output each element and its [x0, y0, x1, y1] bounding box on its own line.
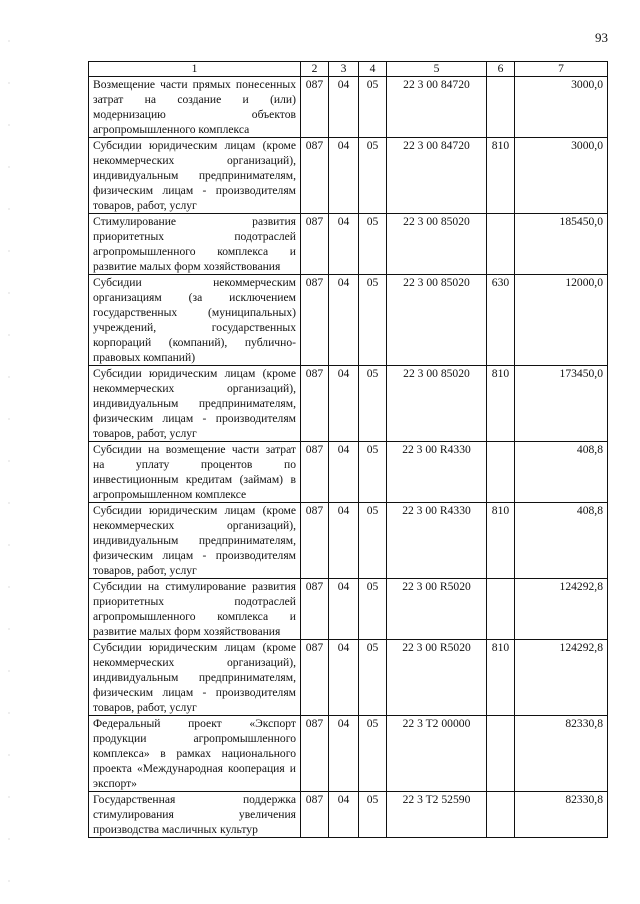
cell-subsection: 05 — [359, 792, 387, 838]
scan-margin-marks — [8, 0, 10, 904]
page-number: 93 — [595, 30, 608, 45]
cell-expense-type: 810 — [487, 503, 515, 579]
cell-section: 04 — [329, 792, 359, 838]
cell-subsection: 05 — [359, 579, 387, 640]
cell-expense-type — [487, 716, 515, 792]
cell-section: 04 — [329, 77, 359, 138]
header-col-name: 1 — [89, 62, 301, 77]
cell-expense-type: 810 — [487, 366, 515, 442]
table-row — [89, 792, 608, 838]
cell-target-article: 22 3 00 R4330 — [387, 503, 487, 579]
header-col-target: 5 — [387, 62, 487, 77]
cell-name: Федеральный проект «Экспорт продукции агропромышленного комплекса» в рамках национального проекта «Международная кооперация и экспорт» — [89, 716, 301, 792]
header-col-subsection: 4 — [359, 62, 387, 77]
cell-gov-code: 087 — [301, 77, 329, 138]
cell-target-article: 22 3 T2 00000 — [387, 716, 487, 792]
cell-target-article: 22 3 00 85020 — [387, 214, 487, 275]
cell-subsection: 05 — [359, 640, 387, 716]
cell-subsection: 05 — [359, 214, 387, 275]
cell-subsection: 05 — [359, 716, 387, 792]
cell-expense-type: 810 — [487, 138, 515, 214]
cell-name: Субсидии юридическим лицам (кроме некоммерческих организаций), индивидуальным предпринимателям, физическим лицам - производителям товаров, работ, услуг — [89, 138, 301, 214]
table-row — [89, 214, 608, 275]
cell-target-article: 22 3 00 85020 — [387, 366, 487, 442]
cell-gov-code: 087 — [301, 366, 329, 442]
cell-section: 04 — [329, 214, 359, 275]
cell-subsection: 05 — [359, 77, 387, 138]
table-row — [89, 77, 608, 138]
cell-target-article: 22 3 00 85020 — [387, 275, 487, 366]
cell-subsection: 05 — [359, 138, 387, 214]
cell-name: Стимулирование развития приоритетных подотраслей агропромышленного комплекса и развитие малых форм хозяйствования — [89, 214, 301, 275]
cell-expense-type — [487, 214, 515, 275]
cell-expense-type — [487, 792, 515, 838]
header-row — [89, 62, 608, 77]
cell-section: 04 — [329, 579, 359, 640]
cell-gov-code: 087 — [301, 716, 329, 792]
table-row — [89, 366, 608, 442]
cell-target-article: 22 3 T2 52590 — [387, 792, 487, 838]
cell-name: Субсидии на возмещение части затрат на уплату процентов по инвестиционным кредитам (займам) в агропромышленном комплексе — [89, 442, 301, 503]
cell-section: 04 — [329, 442, 359, 503]
cell-amount: 82330,8 — [515, 716, 608, 792]
cell-name: Возмещение части прямых понесенных затрат на создание и (или) модернизацию объектов агропромышленного комплекса — [89, 77, 301, 138]
cell-section: 04 — [329, 275, 359, 366]
cell-name: Субсидии юридическим лицам (кроме некоммерческих организаций), индивидуальным предпринимателям, физическим лицам - производителям товаров, работ, услуг — [89, 640, 301, 716]
cell-gov-code: 087 — [301, 792, 329, 838]
cell-amount: 173450,0 — [515, 366, 608, 442]
cell-gov-code: 087 — [301, 640, 329, 716]
cell-name: Субсидии на стимулирование развития приоритетных подотраслей агропромышленного комплекса и развитие малых форм хозяйствования — [89, 579, 301, 640]
cell-amount: 3000,0 — [515, 77, 608, 138]
cell-amount: 124292,8 — [515, 640, 608, 716]
cell-amount: 408,8 — [515, 442, 608, 503]
cell-target-article: 22 3 00 R5020 — [387, 579, 487, 640]
table-row — [89, 442, 608, 503]
cell-target-article: 22 3 00 84720 — [387, 77, 487, 138]
cell-section: 04 — [329, 366, 359, 442]
cell-subsection: 05 — [359, 503, 387, 579]
header-col-expense-type: 6 — [487, 62, 515, 77]
cell-subsection: 05 — [359, 366, 387, 442]
cell-section: 04 — [329, 716, 359, 792]
table-body — [89, 77, 608, 838]
cell-amount: 82330,8 — [515, 792, 608, 838]
cell-expense-type — [487, 77, 515, 138]
table-row — [89, 579, 608, 640]
header-col-gov: 2 — [301, 62, 329, 77]
cell-expense-type: 630 — [487, 275, 515, 366]
cell-name: Субсидии юридическим лицам (кроме некоммерческих организаций), индивидуальным предпринимателям, физическим лицам - производителям товаров, работ, услуг — [89, 366, 301, 442]
cell-expense-type — [487, 442, 515, 503]
cell-gov-code: 087 — [301, 138, 329, 214]
cell-gov-code: 087 — [301, 214, 329, 275]
cell-name: Субсидии юридическим лицам (кроме некоммерческих организаций), индивидуальным предпринимателям, физическим лицам - производителям товаров, работ, услуг — [89, 503, 301, 579]
cell-section: 04 — [329, 503, 359, 579]
table-row — [89, 138, 608, 214]
table-row — [89, 716, 608, 792]
header-col-amount: 7 — [515, 62, 608, 77]
cell-gov-code: 087 — [301, 503, 329, 579]
cell-amount: 3000,0 — [515, 138, 608, 214]
cell-target-article: 22 3 00 R5020 — [387, 640, 487, 716]
cell-target-article: 22 3 00 R4330 — [387, 442, 487, 503]
table-row — [89, 503, 608, 579]
table-header — [89, 62, 608, 77]
cell-gov-code: 087 — [301, 442, 329, 503]
cell-subsection: 05 — [359, 442, 387, 503]
cell-gov-code: 087 — [301, 275, 329, 366]
cell-amount: 124292,8 — [515, 579, 608, 640]
header-col-section: 3 — [329, 62, 359, 77]
table-row — [89, 275, 608, 366]
cell-amount: 185450,0 — [515, 214, 608, 275]
cell-section: 04 — [329, 640, 359, 716]
cell-subsection: 05 — [359, 275, 387, 366]
cell-amount: 408,8 — [515, 503, 608, 579]
table-row — [89, 640, 608, 716]
cell-section: 04 — [329, 138, 359, 214]
cell-expense-type: 810 — [487, 640, 515, 716]
cell-target-article: 22 3 00 84720 — [387, 138, 487, 214]
cell-name: Субсидии некоммерческим организациям (за исключением государственных (муниципальных) учреждений, государственных корпораций (компаний), публично-правовых компаний) — [89, 275, 301, 366]
budget-table — [88, 61, 608, 838]
cell-name: Государственная поддержка стимулирования увеличения производства масличных культур — [89, 792, 301, 838]
cell-expense-type — [487, 579, 515, 640]
cell-gov-code: 087 — [301, 579, 329, 640]
cell-amount: 12000,0 — [515, 275, 608, 366]
